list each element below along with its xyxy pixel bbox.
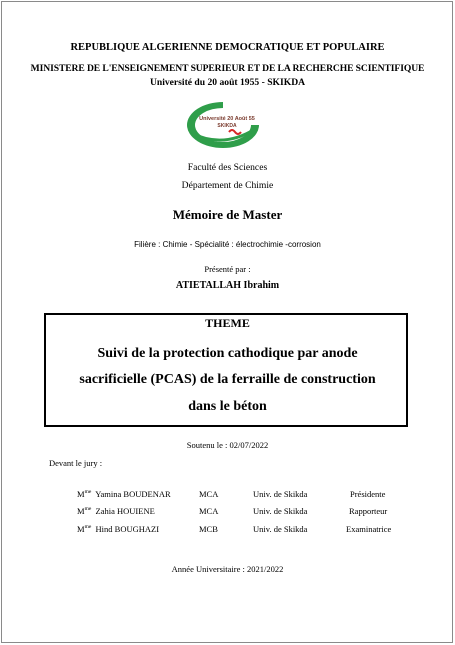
academic-year: Année Universitaire : 2021/2022 bbox=[171, 564, 284, 574]
defense-date: Soutenu le : 02/07/2022 bbox=[186, 440, 269, 450]
theme-label: THEME bbox=[205, 316, 250, 330]
jury-member-role: Examinatrice bbox=[346, 524, 392, 534]
thesis-type: Mémoire de Master bbox=[172, 207, 283, 222]
university-logo bbox=[183, 99, 263, 151]
logo-text-line1: Université 20 Août 55 bbox=[199, 116, 255, 122]
jury-member-rank: MCA bbox=[199, 506, 219, 516]
republic-title: REPUBLIQUE ALGERIENNE DEMOCRATIQUE ET POPULAIRE bbox=[70, 42, 385, 53]
author-name: ATIETALLAH Ibrahim bbox=[175, 280, 280, 291]
logo-emblem bbox=[229, 130, 241, 134]
jury-member-institution: Univ. de Skikda bbox=[253, 524, 308, 534]
presented-by-label: Présenté par : bbox=[204, 264, 251, 274]
jury-member-name: $M^{me}$ Yamina BOUDENAR bbox=[77, 489, 171, 499]
jury-member-name: $M^{me}$ Zahia HOUIENE bbox=[77, 506, 155, 516]
department-name: Département de Chimie bbox=[181, 180, 274, 191]
jury-member-role: Rapporteur bbox=[349, 506, 388, 516]
jury-member-institution: Univ. de Skikda bbox=[253, 489, 308, 499]
theme-title-line1: Suivi de la protection cathodique par anode bbox=[97, 346, 358, 361]
jury-member-name: $M^{me}$ Hind BOUGHAZI bbox=[77, 524, 160, 534]
jury-member-rank: MCB bbox=[199, 524, 218, 534]
theme-title-line3: dans le béton bbox=[188, 399, 267, 414]
jury-label: Devant le jury : bbox=[49, 458, 103, 468]
jury-member-role: Présidente bbox=[350, 489, 386, 499]
jury-member-rank: MCA bbox=[199, 489, 219, 499]
logo-text-line2: SKIKDA bbox=[217, 123, 237, 129]
filiere-line: Filière : Chimie - Spécialité : électrochimie -corrosion bbox=[134, 240, 321, 249]
theme-title-line2: sacrificielle (PCAS) de la ferraille de construction bbox=[79, 372, 376, 387]
jury-member-institution: Univ. de Skikda bbox=[253, 506, 308, 516]
university-title: Université du 20 août 1955 - SKIKDA bbox=[149, 77, 306, 88]
faculty-name: Faculté des Sciences bbox=[187, 162, 268, 173]
ministry-title: MINISTERE DE L'ENSEIGNEMENT SUPERIEUR ET DE LA RECHERCHE SCIENTIFIQUE bbox=[30, 63, 425, 74]
